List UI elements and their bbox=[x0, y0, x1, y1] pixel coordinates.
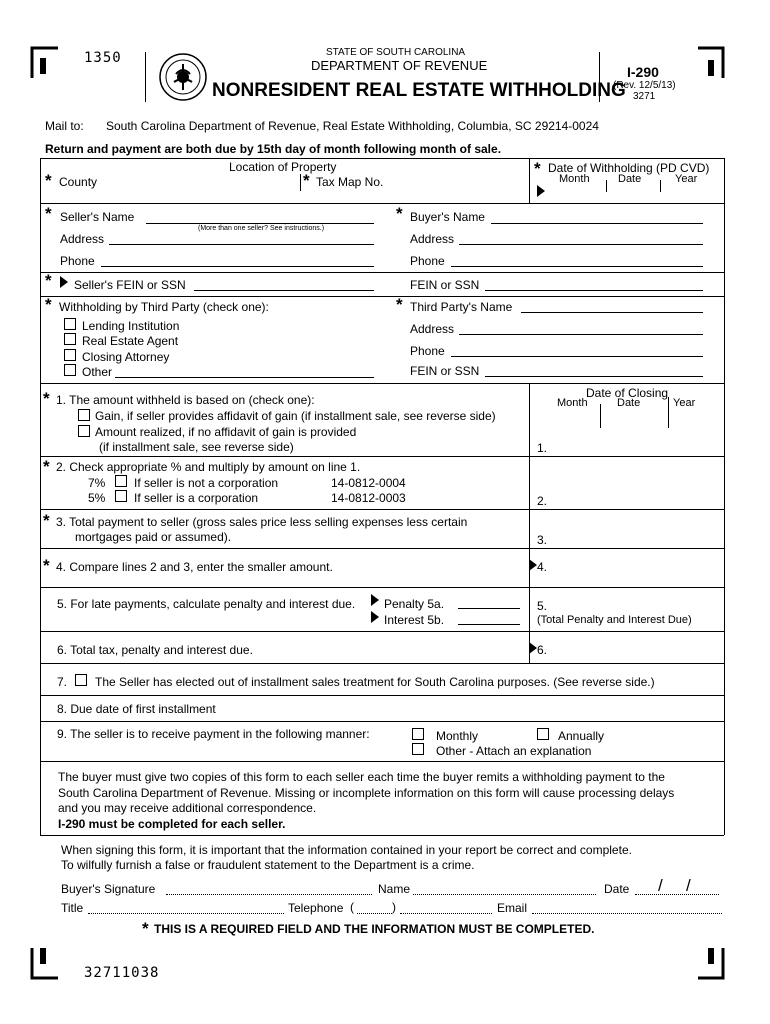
buyer-phone-label: Phone bbox=[410, 254, 445, 268]
other-label: Other bbox=[82, 365, 113, 379]
monthly-label: Monthly bbox=[436, 729, 479, 743]
footer-code: 32711038 bbox=[84, 965, 160, 981]
lending-institution-checkbox[interactable] bbox=[64, 318, 76, 330]
notice-line-2: South Carolina Department of Revenue. Missing or incomplete information on this form will cause processing delays bbox=[58, 786, 675, 800]
sign-date-field[interactable] bbox=[635, 894, 719, 895]
email-field[interactable] bbox=[532, 913, 722, 914]
line1-number: 1. bbox=[537, 441, 548, 455]
buyer-fein-field[interactable] bbox=[485, 290, 703, 291]
seller-phone-field[interactable] bbox=[101, 266, 374, 267]
arrow-marker-icon bbox=[537, 185, 545, 197]
corner-mark-bottom-left bbox=[30, 946, 60, 980]
title-label: Title bbox=[61, 901, 84, 915]
due-notice: Return and payment are both due by 15th day of month following month of sale. bbox=[45, 142, 502, 156]
line4-label: 4. Compare lines 2 and 3, enter the smaller amount. bbox=[56, 560, 333, 574]
email-label: Email bbox=[497, 901, 528, 915]
seven-percent-label: 7% bbox=[88, 476, 106, 490]
line3-label: 3. Total payment to seller (gross sales price less selling expenses less certain bbox=[56, 515, 468, 529]
date-of-closing-label: Date of Closing bbox=[586, 386, 669, 400]
buyer-signature-field[interactable] bbox=[166, 894, 372, 895]
arrow-marker-icon bbox=[371, 611, 379, 623]
seller-address-label: Address bbox=[60, 232, 105, 246]
closing-date-label: Date bbox=[617, 397, 641, 409]
buyer-address-field[interactable] bbox=[459, 244, 703, 245]
required-field-notice: THIS IS A REQUIRED FIELD AND THE INFORMATION MUST BE COMPLETED. bbox=[154, 922, 595, 936]
amount-realized-checkbox[interactable] bbox=[78, 425, 90, 437]
other-explanation-checkbox[interactable] bbox=[412, 743, 424, 755]
arrow-marker-icon bbox=[529, 559, 537, 571]
corner-mark-top-right bbox=[696, 46, 726, 80]
form-number: 3271 bbox=[633, 91, 656, 102]
signer-name-field[interactable] bbox=[413, 894, 596, 895]
line7-number: 7. bbox=[57, 675, 68, 689]
lending-institution-label: Lending Institution bbox=[82, 319, 180, 333]
third-party-address-label: Address bbox=[410, 322, 455, 336]
line5-label: 5. For late payments, calculate penalty and interest due. bbox=[57, 597, 356, 611]
annually-checkbox[interactable] bbox=[537, 728, 549, 740]
closing-attorney-checkbox[interactable] bbox=[64, 349, 76, 361]
line1-label: 1. The amount withheld is based on (check one): bbox=[56, 393, 315, 407]
penalty-label: Penalty 5a. bbox=[384, 597, 445, 611]
amount-realized-label: Amount realized, if no affidavit of gain is provided bbox=[95, 425, 357, 439]
real-estate-agent-checkbox[interactable] bbox=[64, 333, 76, 345]
state-name: STATE OF SOUTH CAROLINA bbox=[326, 47, 466, 58]
form-id: I-290 bbox=[627, 64, 659, 80]
notice-line-4: I-290 must be completed for each seller. bbox=[58, 817, 286, 831]
title-field[interactable] bbox=[88, 913, 284, 914]
other-explanation-label: Other - Attach an explanation bbox=[436, 744, 592, 758]
signer-name-label: Name bbox=[378, 882, 411, 896]
other-checkbox[interactable] bbox=[64, 364, 76, 376]
line2-label: 2. Check appropriate % and multiply by amount on line 1. bbox=[56, 460, 361, 474]
arrow-marker-icon bbox=[60, 276, 68, 288]
required-star: * bbox=[43, 556, 50, 575]
date-slash: / bbox=[658, 876, 663, 895]
interest-label: Interest 5b. bbox=[384, 613, 445, 627]
seller-fein-field[interactable] bbox=[194, 290, 374, 291]
seller-address-field[interactable] bbox=[109, 244, 374, 245]
required-star: * bbox=[396, 204, 403, 223]
notice-line-3: and you may receive additional correspondence. bbox=[58, 801, 317, 815]
buyer-signature-label: Buyer's Signature bbox=[61, 882, 156, 896]
state-seal-icon bbox=[158, 52, 208, 102]
department-name: DEPARTMENT OF REVENUE bbox=[311, 58, 488, 73]
buyer-fein-label: FEIN or SSN bbox=[410, 278, 480, 292]
line6-label: 6. Total tax, penalty and interest due. bbox=[57, 643, 253, 657]
line5-number: 5. bbox=[537, 599, 548, 613]
form-revision: (Rev. 12/5/13) bbox=[613, 80, 676, 91]
signing-notice-2: To wilfully furnish a false or fraudulent statement to the Department is a crime. bbox=[61, 858, 475, 872]
line4-number: 4. bbox=[537, 560, 548, 574]
required-star: * bbox=[43, 389, 50, 408]
arrow-marker-icon bbox=[529, 642, 537, 654]
arrow-marker-icon bbox=[371, 594, 379, 606]
required-star: * bbox=[534, 159, 541, 178]
line7-label: The Seller has elected out of installment sales treatment for South Carolina purposes. (See reverse side.) bbox=[95, 675, 655, 689]
monthly-checkbox[interactable] bbox=[412, 728, 424, 740]
line2-number: 2. bbox=[537, 494, 548, 508]
buyer-phone-field[interactable] bbox=[451, 266, 703, 267]
five-percent-text: If seller is a corporation bbox=[134, 491, 259, 505]
sellers-name-label: Seller's Name bbox=[60, 210, 135, 224]
third-party-fein-field[interactable] bbox=[485, 376, 703, 377]
line9-label: 9. The seller is to receive payment in the following manner: bbox=[57, 727, 370, 741]
line5-note: (Total Penalty and Interest Due) bbox=[537, 614, 692, 626]
penalty-field[interactable] bbox=[458, 608, 520, 609]
sellers-name-field[interactable] bbox=[146, 223, 374, 224]
form-code: 1350 bbox=[84, 50, 122, 66]
installment-note: (if installment sale, see reverse side) bbox=[99, 440, 294, 454]
year-label: Year bbox=[675, 173, 698, 185]
buyers-name-field[interactable] bbox=[491, 223, 703, 224]
third-party-phone-label: Phone bbox=[410, 344, 445, 358]
telephone-field[interactable] bbox=[400, 913, 492, 914]
third-party-name-field[interactable] bbox=[521, 312, 703, 313]
third-party-fein-label: FEIN or SSN bbox=[410, 364, 480, 378]
signing-notice-1: When signing this form, it is important that the information contained in your report be correct and complete. bbox=[61, 843, 632, 857]
third-party-name-label: Third Party's Name bbox=[410, 300, 513, 314]
tax-map-label: Tax Map No. bbox=[316, 175, 384, 189]
five-percent-code: 14-0812-0003 bbox=[331, 491, 406, 505]
gain-checkbox[interactable] bbox=[78, 409, 90, 421]
location-of-property-label: Location of Property bbox=[229, 160, 337, 174]
third-party-address-field[interactable] bbox=[459, 334, 703, 335]
county-label: County bbox=[59, 175, 98, 189]
seller-fein-label: Seller's FEIN or SSN bbox=[74, 278, 186, 292]
closing-attorney-label: Closing Attorney bbox=[82, 350, 170, 364]
closing-month-label: Month bbox=[557, 397, 588, 409]
required-star: * bbox=[43, 457, 50, 476]
telephone-paren-open: ( bbox=[350, 900, 354, 914]
corner-mark-top-left bbox=[30, 46, 60, 80]
line3-label-cont: mortgages paid or assumed). bbox=[75, 530, 232, 544]
sign-date-label: Date bbox=[604, 882, 630, 896]
date-slash: / bbox=[686, 876, 691, 895]
telephone-label: Telephone bbox=[288, 901, 344, 915]
closing-year-label: Year bbox=[673, 397, 696, 409]
mail-to-address: South Carolina Department of Revenue, Real Estate Withholding, Columbia, SC 29214-0024 bbox=[106, 119, 599, 133]
more-sellers-note: (More than one seller? See instructions.) bbox=[198, 225, 325, 232]
line6-number: 6. bbox=[537, 643, 548, 657]
required-star: * bbox=[45, 295, 52, 314]
required-star: * bbox=[43, 511, 50, 530]
mail-to-label: Mail to: bbox=[45, 119, 84, 133]
elected-out-checkbox[interactable] bbox=[75, 674, 87, 686]
buyers-name-label: Buyer's Name bbox=[410, 210, 485, 224]
page-title: NONRESIDENT REAL ESTATE WITHHOLDING bbox=[212, 80, 626, 101]
interest-field[interactable] bbox=[458, 624, 520, 625]
telephone-paren-close: ) bbox=[392, 900, 396, 914]
required-star: * bbox=[45, 171, 52, 190]
line8-label: 8. Due date of first installment bbox=[57, 702, 216, 716]
required-star: * bbox=[396, 295, 403, 314]
required-star: * bbox=[45, 271, 52, 290]
corner-mark-bottom-right bbox=[696, 946, 726, 980]
real-estate-agent-label: Real Estate Agent bbox=[82, 334, 179, 348]
annually-label: Annually bbox=[558, 729, 605, 743]
date-of-withholding-label: Date of Withholding (PD CVD) bbox=[548, 161, 710, 175]
third-party-phone-field[interactable] bbox=[451, 356, 703, 357]
notice-line-1: The buyer must give two copies of this form to each seller each time the buyer remits a withholding payment to the bbox=[58, 770, 665, 784]
line3-number: 3. bbox=[537, 533, 548, 547]
five-percent-label: 5% bbox=[88, 491, 106, 505]
month-label: Month bbox=[559, 173, 590, 185]
seller-phone-label: Phone bbox=[60, 254, 95, 268]
required-star: * bbox=[303, 171, 310, 190]
third-party-withholding-label: Withholding by Third Party (check one): bbox=[59, 300, 269, 314]
telephone-area-field[interactable] bbox=[357, 913, 392, 914]
seven-percent-checkbox[interactable] bbox=[115, 475, 127, 487]
required-star: * bbox=[142, 919, 149, 938]
seven-percent-code: 14-0812-0004 bbox=[331, 476, 406, 490]
date-label: Date bbox=[618, 173, 642, 185]
five-percent-checkbox[interactable] bbox=[115, 490, 127, 502]
seven-percent-text: If seller is not a corporation bbox=[134, 476, 279, 490]
buyer-address-label: Address bbox=[410, 232, 455, 246]
other-field[interactable] bbox=[115, 377, 374, 378]
gain-option-label: Gain, if seller provides affidavit of gain (if installment sale, see reverse side) bbox=[95, 409, 496, 423]
required-star: * bbox=[45, 204, 52, 223]
